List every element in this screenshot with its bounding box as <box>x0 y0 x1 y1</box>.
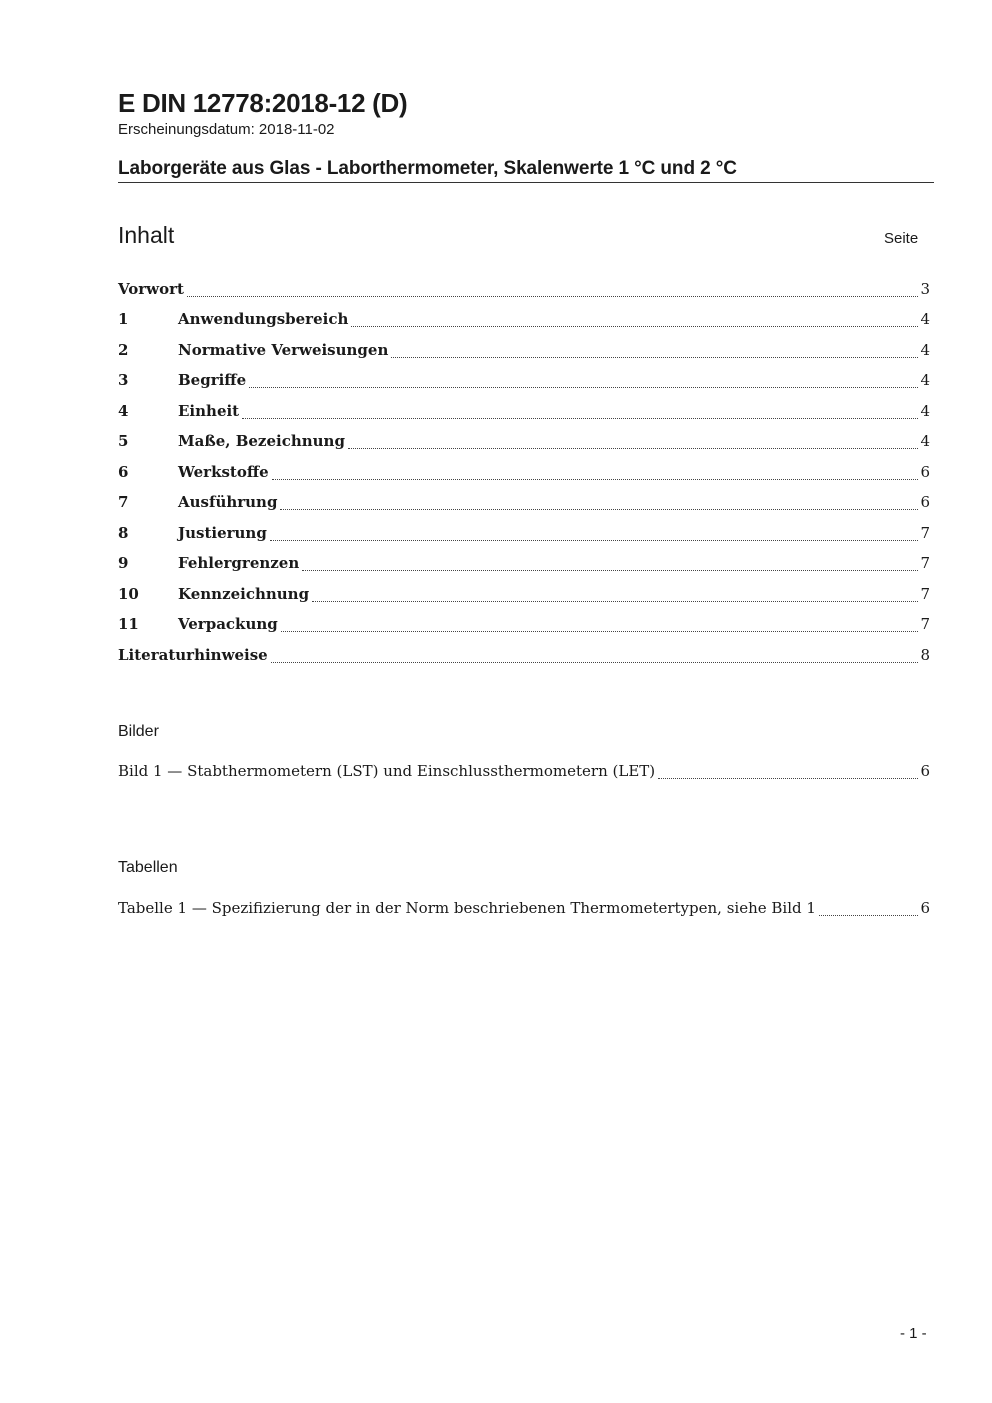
dot-leader <box>187 295 919 297</box>
toc-entry-10[interactable] <box>118 585 930 607</box>
dot-leader <box>658 777 918 779</box>
dot-leader <box>819 914 919 916</box>
toc-entry-6[interactable] <box>118 463 930 485</box>
toc-entry-8[interactable] <box>118 524 930 546</box>
toc-entry-page: 6 <box>920 463 930 481</box>
toc-entry-number: 9 <box>118 554 129 572</box>
toc-entry-literaturhinweise[interactable] <box>118 646 930 668</box>
toc-entry-page: 4 <box>920 341 930 359</box>
table-entry-page: 6 <box>920 899 930 917</box>
toc-entry-page: 6 <box>920 493 930 511</box>
toc-entry-page: 8 <box>920 646 930 664</box>
toc-page-column-label: Seite <box>884 230 919 247</box>
toc-entry-label: Kennzeichnung <box>178 585 310 603</box>
toc-entry-5[interactable] <box>118 432 930 454</box>
toc-entry-1[interactable] <box>118 310 930 332</box>
toc-entry-page: 7 <box>920 615 930 633</box>
toc-entry-label: Vorwort <box>118 280 184 298</box>
toc-entry-number: 11 <box>118 615 139 633</box>
figure-entry-label: Bild 1 — Stabthermometern (LST) und Einschlussthermometern (LET) <box>118 762 656 780</box>
toc-entry-page: 4 <box>920 310 930 328</box>
toc-entry-label: Literaturhinweise <box>118 646 268 664</box>
dot-leader <box>348 447 919 449</box>
toc-entry-number: 8 <box>118 524 129 542</box>
toc-heading: Inhalt <box>118 222 175 248</box>
toc-entry-4[interactable] <box>118 402 930 424</box>
document-id: E DIN 12778:2018-12 (D) <box>118 88 408 118</box>
dot-leader <box>249 386 918 388</box>
toc-entry-number: 5 <box>118 432 129 450</box>
figures-heading: Bilder <box>118 723 159 740</box>
toc-entry-label: Begriffe <box>178 371 247 389</box>
dot-leader <box>270 539 919 541</box>
dot-leader <box>281 630 919 632</box>
table-entry-label: Tabelle 1 — Spezifizierung der in der Norm beschriebenen Thermometertypen, siehe Bild 1 <box>118 899 816 917</box>
dot-leader <box>351 325 918 327</box>
tables-heading: Tabellen <box>118 859 178 876</box>
toc-entry-page: 3 <box>920 280 930 298</box>
toc-entry-number: 4 <box>118 402 129 420</box>
toc-entry-label: Maße, Bezeichnung <box>178 432 345 450</box>
page-number: - 1 - <box>900 1325 927 1342</box>
document-title: Laborgeräte aus Glas - Laborthermometer, Skalenwerte 1 °C und 2 °C <box>118 158 737 179</box>
toc-entry-number: 10 <box>118 585 139 603</box>
toc-entry-page: 4 <box>920 432 930 450</box>
toc-entry-number: 7 <box>118 493 129 511</box>
toc-entry-7[interactable] <box>118 493 930 515</box>
figure-entry-1[interactable] <box>118 762 930 784</box>
dot-leader <box>391 356 918 358</box>
toc-entry-page: 4 <box>920 371 930 389</box>
toc-entry-page: 7 <box>920 585 930 603</box>
toc-entry-page: 7 <box>920 554 930 572</box>
dot-leader <box>242 417 918 419</box>
toc-entry-label: Normative Verweisungen <box>178 341 389 359</box>
dot-leader <box>280 508 918 510</box>
toc-entry-9[interactable] <box>118 554 930 576</box>
publication-date: Erscheinungsdatum: 2018-11-02 <box>118 121 335 138</box>
toc-entry-label: Einheit <box>178 402 240 420</box>
table-entry-1[interactable] <box>118 899 930 921</box>
dot-leader <box>272 478 919 480</box>
toc-entry-vorwort[interactable] <box>118 280 930 302</box>
toc-entry-number: 1 <box>118 310 129 328</box>
toc-entry-label: Verpackung <box>178 615 278 633</box>
toc-entry-page: 4 <box>920 402 930 420</box>
toc-entry-2[interactable] <box>118 341 930 363</box>
toc-entry-number: 2 <box>118 341 129 359</box>
toc-entry-3[interactable] <box>118 371 930 393</box>
toc-entry-label: Ausführung <box>178 493 278 511</box>
dot-leader <box>302 569 918 571</box>
dot-leader <box>312 600 918 602</box>
toc-entry-label: Fehlergrenzen <box>178 554 300 572</box>
toc-entry-page: 7 <box>920 524 930 542</box>
toc-entry-label: Werkstoffe <box>178 463 269 481</box>
toc-entry-11[interactable] <box>118 615 930 637</box>
toc-entry-number: 6 <box>118 463 129 481</box>
toc-entry-label: Anwendungsbereich <box>178 310 349 328</box>
title-divider <box>118 182 934 183</box>
toc-entry-label: Justierung <box>178 524 267 542</box>
figure-entry-page: 6 <box>920 762 930 780</box>
dot-leader <box>271 661 919 663</box>
toc-entry-number: 3 <box>118 371 129 389</box>
